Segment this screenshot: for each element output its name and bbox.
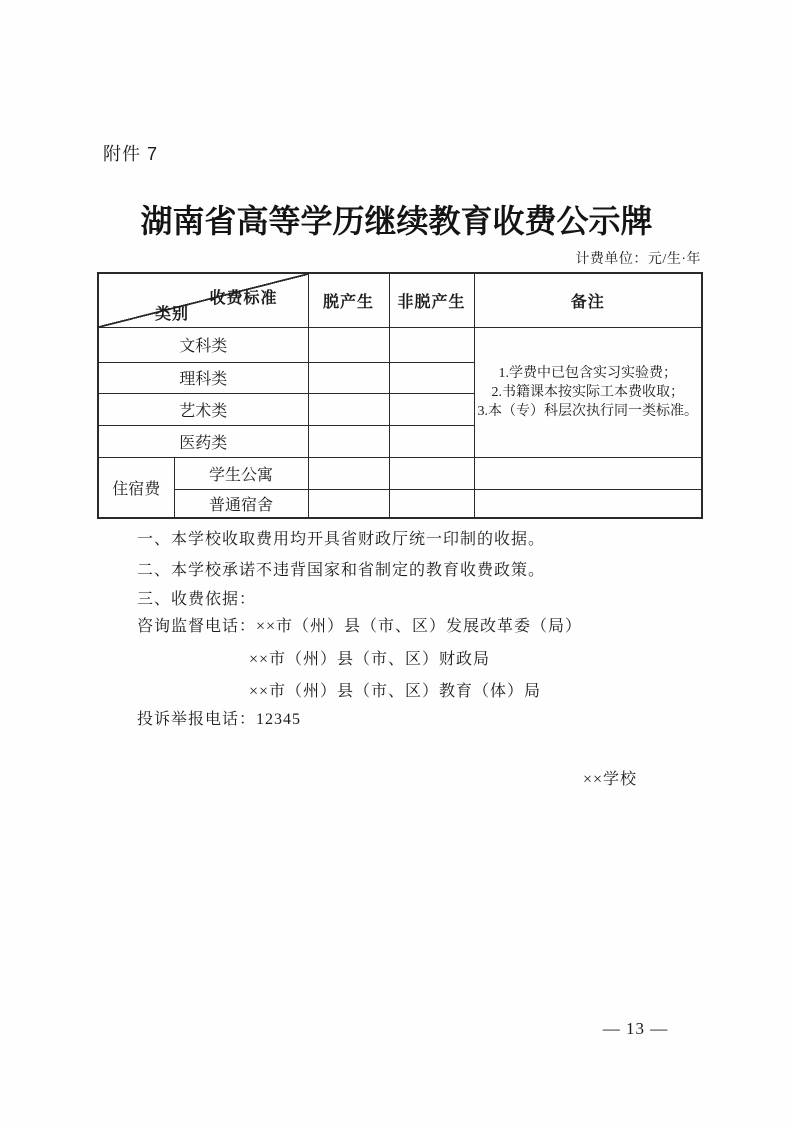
- group-label-accommodation: 住宿费: [98, 457, 174, 518]
- fee-cell-dorm-fulltime: [308, 489, 389, 518]
- remark-line-2: 2.书籍课本按实际工本费收取；: [491, 384, 684, 400]
- note-line-2: 二、本学校承诺不违背国家和省制定的教育收费政策。: [137, 562, 546, 579]
- fee-table: [97, 272, 703, 519]
- hotline-line-1: 咨询监督电话：××市（州）县（市、区）发展改革委（局）: [137, 618, 583, 635]
- remark-line-1: 1.学费中已包含实习实验费；: [498, 365, 677, 381]
- remarks-cell-apartment: [474, 457, 702, 489]
- row-label-ordinary-dorm: 普通宿舍: [174, 489, 308, 518]
- remarks-cell-dorm: [474, 489, 702, 518]
- category-label-medicine: 医药类: [98, 425, 308, 457]
- category-label-liberal-arts: 文科类: [98, 327, 308, 362]
- complaint-hotline-line: 投诉举报电话：12345: [137, 711, 302, 728]
- fee-cell-art-fulltime: [308, 393, 389, 425]
- fee-cell-liberal-arts-parttime: [389, 327, 474, 362]
- column-header-fulltime: 脱产生: [308, 273, 389, 327]
- page-title: 湖南省高等学历继续教育收费公示牌: [140, 203, 653, 239]
- attachment-label: 附件 7: [103, 144, 159, 164]
- fee-cell-liberal-arts-fulltime: [308, 327, 389, 362]
- corner-label-category: 类别: [155, 305, 190, 323]
- column-header-remarks: 备注: [474, 273, 702, 327]
- table-row: [98, 457, 702, 489]
- fee-cell-science-parttime: [389, 362, 474, 393]
- fee-cell-medicine-parttime: [389, 425, 474, 457]
- school-signature: ××学校: [583, 771, 638, 788]
- table-header-row: [98, 273, 702, 327]
- page-number: — 13 —: [602, 1019, 669, 1038]
- diagonal-header-cell: [98, 273, 308, 327]
- category-label-art: 艺术类: [98, 393, 308, 425]
- table-row: [98, 327, 702, 362]
- fee-cell-medicine-fulltime: [308, 425, 389, 457]
- remark-line-3: 3.本（专）科层次执行同一类标准。: [477, 403, 698, 419]
- note-line-3: 三、收费依据：: [137, 591, 257, 608]
- fee-cell-dorm-parttime: [389, 489, 474, 518]
- fee-cell-art-parttime: [389, 393, 474, 425]
- column-header-parttime: 非脱产生: [389, 273, 474, 327]
- hotline-line-3: ××市（州）县（市、区）教育（体）局: [249, 683, 542, 700]
- remarks-cell: [474, 327, 702, 457]
- fee-cell-science-fulltime: [308, 362, 389, 393]
- fee-cell-apartment-fulltime: [308, 457, 389, 489]
- table-row: [98, 489, 702, 518]
- fee-cell-apartment-parttime: [389, 457, 474, 489]
- row-label-student-apartment: 学生公寓: [174, 457, 308, 489]
- corner-label-fee-standard: 收费标准: [209, 290, 278, 307]
- note-line-1: 一、本学校收取费用均开具省财政厅统一印制的收据。: [137, 531, 546, 548]
- hotline-line-2: ××市（州）县（市、区）财政局: [249, 651, 491, 668]
- category-label-science: 理科类: [98, 362, 308, 393]
- billing-unit-note: 计费单位：元/生·年: [575, 252, 701, 267]
